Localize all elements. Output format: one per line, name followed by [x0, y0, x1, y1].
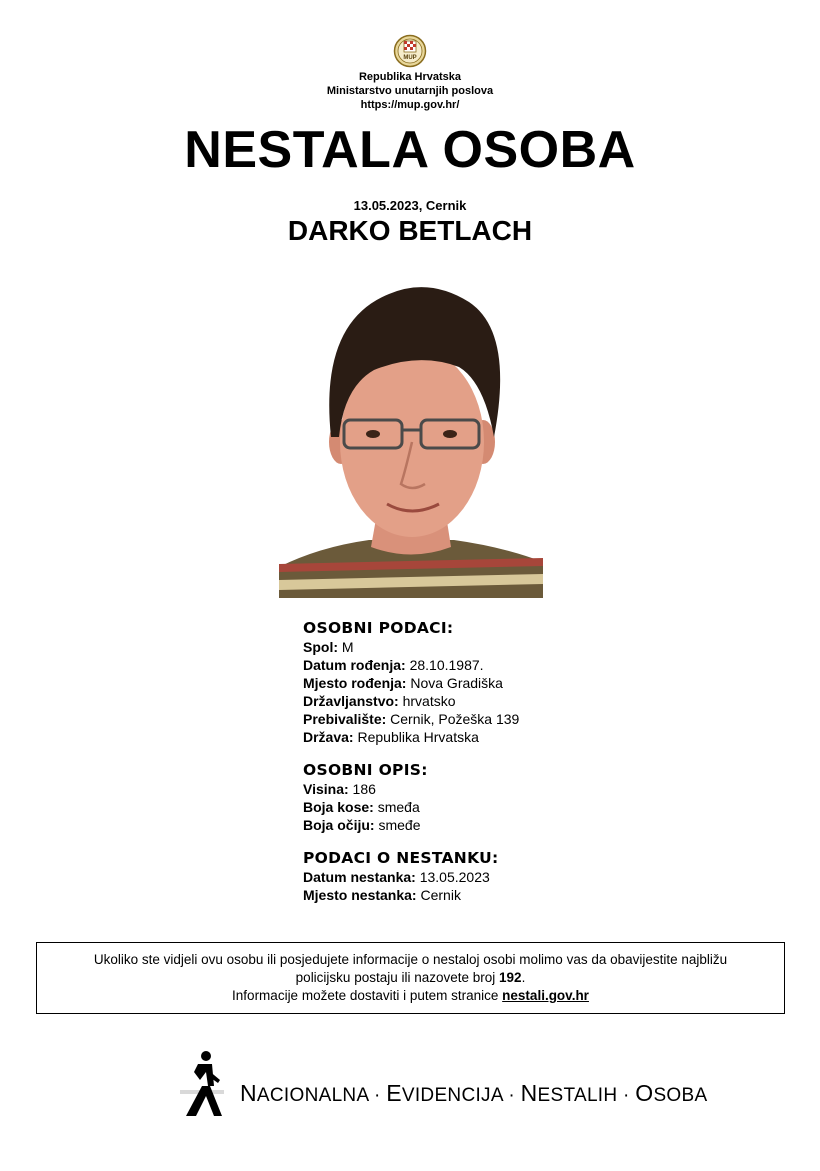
row-value: Cernik, Požeška 139: [390, 711, 520, 727]
row-value: 28.10.1987.: [409, 657, 484, 673]
row-value: 186: [352, 781, 376, 797]
description-row-height: [303, 780, 723, 798]
personal-row-birth-date: [303, 656, 723, 674]
ministry-url[interactable]: https://mup.gov.hr/: [360, 99, 460, 111]
notice-line-1: Ukoliko ste vidjeli ovu osobu ili posjedujete informacije o nestaloj osobi molimo vas da obavijestite najbližu: [93, 952, 728, 967]
disappearance-row-place: [303, 886, 723, 904]
row-value: smeđe: [378, 817, 421, 833]
row-key: Državljanstvo:: [303, 693, 399, 709]
row-key: Visina:: [303, 781, 349, 797]
personal-row-birth-place: [303, 674, 723, 692]
personal-row-citizenship: [303, 692, 723, 710]
row-key: Prebivalište:: [303, 711, 387, 727]
description-row-hair: [303, 798, 723, 816]
country-name: Republika Hrvatska: [358, 71, 462, 83]
personal-row-sex: [303, 638, 723, 656]
date-place: 13.05.2023, Cernik: [353, 198, 467, 213]
notice-line-2: policijsku postaju ili nazovete broj 192.: [295, 970, 526, 985]
footer-wordmark: NACIONALNA · EVIDENCIJA · NESTALIH · OSOBA: [240, 1080, 708, 1106]
person-portrait-icon: [279, 262, 543, 598]
row-key: Spol:: [303, 639, 338, 655]
ministry-name: Ministarstvo unutarnjih poslova: [326, 85, 494, 97]
crest-text: MUP: [403, 55, 417, 61]
row-value: smeđa: [377, 799, 420, 815]
row-key: Boja kose:: [303, 799, 374, 815]
details: [303, 618, 723, 904]
disappearance-title: PODACI O NESTANKU:: [303, 849, 499, 867]
row-value: Nova Gradiška: [410, 675, 503, 691]
row-value: M: [341, 639, 354, 655]
row-value: 13.05.2023: [419, 869, 490, 885]
footer: [178, 1050, 708, 1122]
person-photo: [279, 262, 543, 598]
personal-row-residence: [303, 710, 723, 728]
walking-figure-icon: [178, 1050, 226, 1120]
police-phone-number: 192: [499, 970, 522, 985]
disappearance-row-date: [303, 868, 723, 886]
notice-line-3: Informacije možete dostaviti i putem stranice nestali.gov.hr: [232, 988, 589, 1003]
row-key: Datum rođenja:: [303, 657, 406, 673]
row-value: hrvatsko: [402, 693, 456, 709]
description-title: OSOBNI OPIS:: [303, 761, 428, 779]
row-key: Boja očiju:: [303, 817, 375, 833]
row-value: Cernik: [420, 887, 461, 903]
row-key: Mjesto rođenja:: [303, 675, 407, 691]
row-key: Datum nestanka:: [303, 869, 416, 885]
mup-crest-icon: [393, 34, 427, 68]
page-title: NESTALA OSOBA: [184, 121, 636, 179]
personal-row-country: [303, 728, 723, 746]
personal-data-title: OSOBNI PODACI:: [303, 619, 454, 637]
row-key: Mjesto nestanka:: [303, 887, 417, 903]
header: [0, 34, 820, 112]
nestali-link[interactable]: nestali.gov.hr: [502, 988, 589, 1003]
notice-box: [36, 942, 785, 1014]
row-key: Država:: [303, 729, 354, 745]
row-value: Republika Hrvatska: [357, 729, 479, 745]
description-row-eyes: [303, 816, 723, 834]
person-name: DARKO BETLACH: [287, 215, 533, 246]
